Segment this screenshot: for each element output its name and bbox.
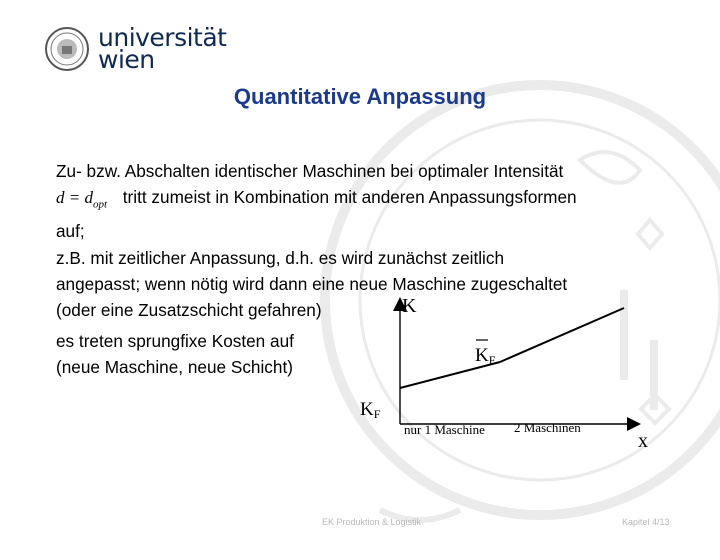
kf-bar-curve-segment-2: [500, 308, 624, 362]
logo-line-1: universität: [98, 23, 227, 52]
paragraph-3-line-1: es treten sprungfixe Kosten auf: [56, 330, 294, 351]
kf-bar-label: KF: [475, 345, 496, 367]
paragraph-1-continuation: tritt zumeist in Kombination mit anderen Anpassungsformen: [122, 187, 577, 208]
region-2-label: 2 Maschinen: [514, 420, 581, 435]
footer-course: EK Produktion & Logistik: [322, 517, 422, 527]
paragraph-2-line-2: angepasst; wenn nötig wird dann eine neue Maschine zugeschaltet: [56, 274, 568, 295]
y-axis-label: K: [402, 295, 417, 317]
university-seal-icon: [44, 26, 90, 72]
paragraph-1-tail: auf;: [56, 221, 85, 242]
logo-line-2: wien: [98, 45, 155, 74]
formula-lhs: d: [56, 188, 65, 208]
logo-wordmark: [98, 23, 227, 74]
formula-subscript: opt: [92, 198, 108, 211]
slide-title: Quantitative Anpassung: [233, 84, 487, 109]
optimal-intensity-formula: [56, 185, 118, 218]
paragraph-1-text: Zu- bzw. Abschalten identischer Maschinen bei optimaler Intensität: [56, 161, 564, 181]
university-logo: [44, 23, 227, 74]
step-fixed-cost-diagram: [352, 286, 672, 456]
formula-eq: = d: [64, 188, 93, 208]
paragraph-3-line-2: (neue Maschine, neue Schicht): [56, 357, 293, 378]
x-axis-label: x: [638, 430, 648, 452]
kf-label: KF: [360, 399, 381, 421]
paragraph-1: [56, 158, 666, 245]
footer-page: Kapitel 4/13: [622, 517, 670, 527]
paragraph-2-line-3: (oder eine Zusatzschicht gefahren): [56, 300, 322, 321]
region-1-label: nur 1 Maschine: [404, 422, 485, 437]
paragraph-2-line-1: z.B. mit zeitlicher Anpassung, d.h. es wird zunächst zeitlich: [56, 247, 505, 268]
